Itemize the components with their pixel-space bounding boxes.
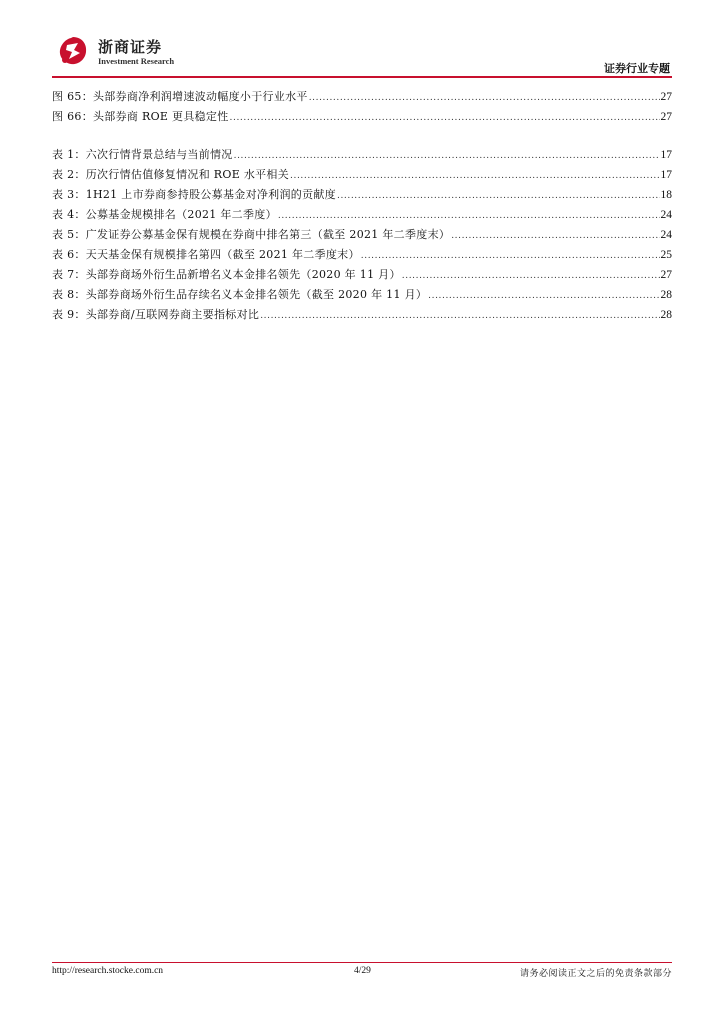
toc-leader: [361, 246, 660, 266]
toc-leader: [234, 146, 660, 166]
footer-divider: [52, 962, 672, 963]
toc-leader: [290, 166, 659, 186]
toc-leader: [278, 206, 660, 226]
toc-entry-table-7[interactable]: [52, 265, 672, 285]
toc-leader: [230, 108, 660, 128]
toc-leader: [260, 306, 659, 326]
toc-entry-table-6[interactable]: [52, 245, 672, 265]
footer-page-number: 4/29: [354, 966, 371, 976]
toc-entry-page: 28: [660, 289, 672, 301]
toc-entry-label: 表 7：头部券商场外衍生品新增名义本金排名领先（2020 年 11 月）: [52, 268, 401, 281]
toc-entry-table-4[interactable]: [52, 205, 672, 225]
toc-entry-page: 25: [660, 249, 672, 261]
toc-entry-table-3[interactable]: [52, 185, 672, 205]
toc-leader: [309, 88, 660, 108]
toc-entry-page: 17: [660, 149, 672, 161]
figure-list: [52, 87, 672, 127]
brand-name-en: Investment Research: [98, 56, 175, 66]
report-type: 证券行业专题: [604, 62, 670, 75]
toc-entry-page: 24: [660, 209, 672, 221]
toc-entry-label: 表 6：天天基金保有规模排名第四（截至 2021 年二季度末）: [52, 248, 360, 261]
toc-leader: [428, 286, 659, 306]
toc-leader: [451, 226, 659, 246]
toc-entry-figure-65[interactable]: [52, 87, 672, 107]
toc-entry-page: 27: [660, 111, 672, 123]
page-header: [52, 30, 672, 76]
toc-entry-page: 18: [660, 189, 672, 201]
toc-entry-label: 图 66：头部券商 ROE 更具稳定性: [52, 110, 229, 123]
brand-logo-icon: [56, 34, 90, 68]
toc-entry-table-8[interactable]: [52, 285, 672, 305]
toc-entry-page: 27: [660, 91, 672, 103]
toc-entry-table-5[interactable]: [52, 225, 672, 245]
toc-entry-label: 表 9：头部券商/互联网券商主要指标对比: [52, 308, 260, 321]
brand-name-cn: 浙商证券: [98, 38, 163, 56]
toc-entry-label: 图 65：头部券商净利润增速波动幅度小于行业水平: [52, 90, 308, 103]
toc-entry-label: 表 4：公募基金规模排名（2021 年二季度）: [52, 208, 277, 221]
toc-entry-label: 表 5：广发证券公募基金保有规模在券商中排名第三（截至 2021 年二季度末）: [52, 228, 451, 241]
toc-entry-page: 28: [660, 309, 672, 321]
header-divider: [52, 76, 672, 78]
toc-entry-page: 27: [660, 269, 672, 281]
table-list: [52, 145, 672, 325]
toc-entry-label: 表 8：头部券商场外衍生品存续名义本金排名领先（截至 2020 年 11 月）: [52, 288, 428, 301]
toc-entry-label: 表 1：六次行情背景总结与当前情况: [52, 148, 233, 161]
toc-entry-page: 17: [660, 169, 672, 181]
toc-entry-table-1[interactable]: [52, 145, 672, 165]
toc-entry-table-2[interactable]: [52, 165, 672, 185]
toc-entry-label: 表 3：1H21 上市券商参持股公募基金对净利润的贡献度: [52, 188, 336, 201]
toc-entry-table-9[interactable]: [52, 305, 672, 325]
toc-entry-figure-66[interactable]: [52, 107, 672, 127]
toc-leader: [402, 266, 660, 286]
footer-url-link[interactable]: http://research.stocke.com.cn: [52, 966, 164, 976]
toc-entry-page: 24: [660, 229, 672, 241]
footer-disclaimer: 请务必阅读正文之后的免责条款部分: [519, 969, 672, 979]
toc-entry-label: 表 2：历次行情估值修复情况和 ROE 水平相关: [52, 168, 290, 181]
toc-leader: [337, 186, 660, 206]
page-footer: [52, 966, 672, 982]
